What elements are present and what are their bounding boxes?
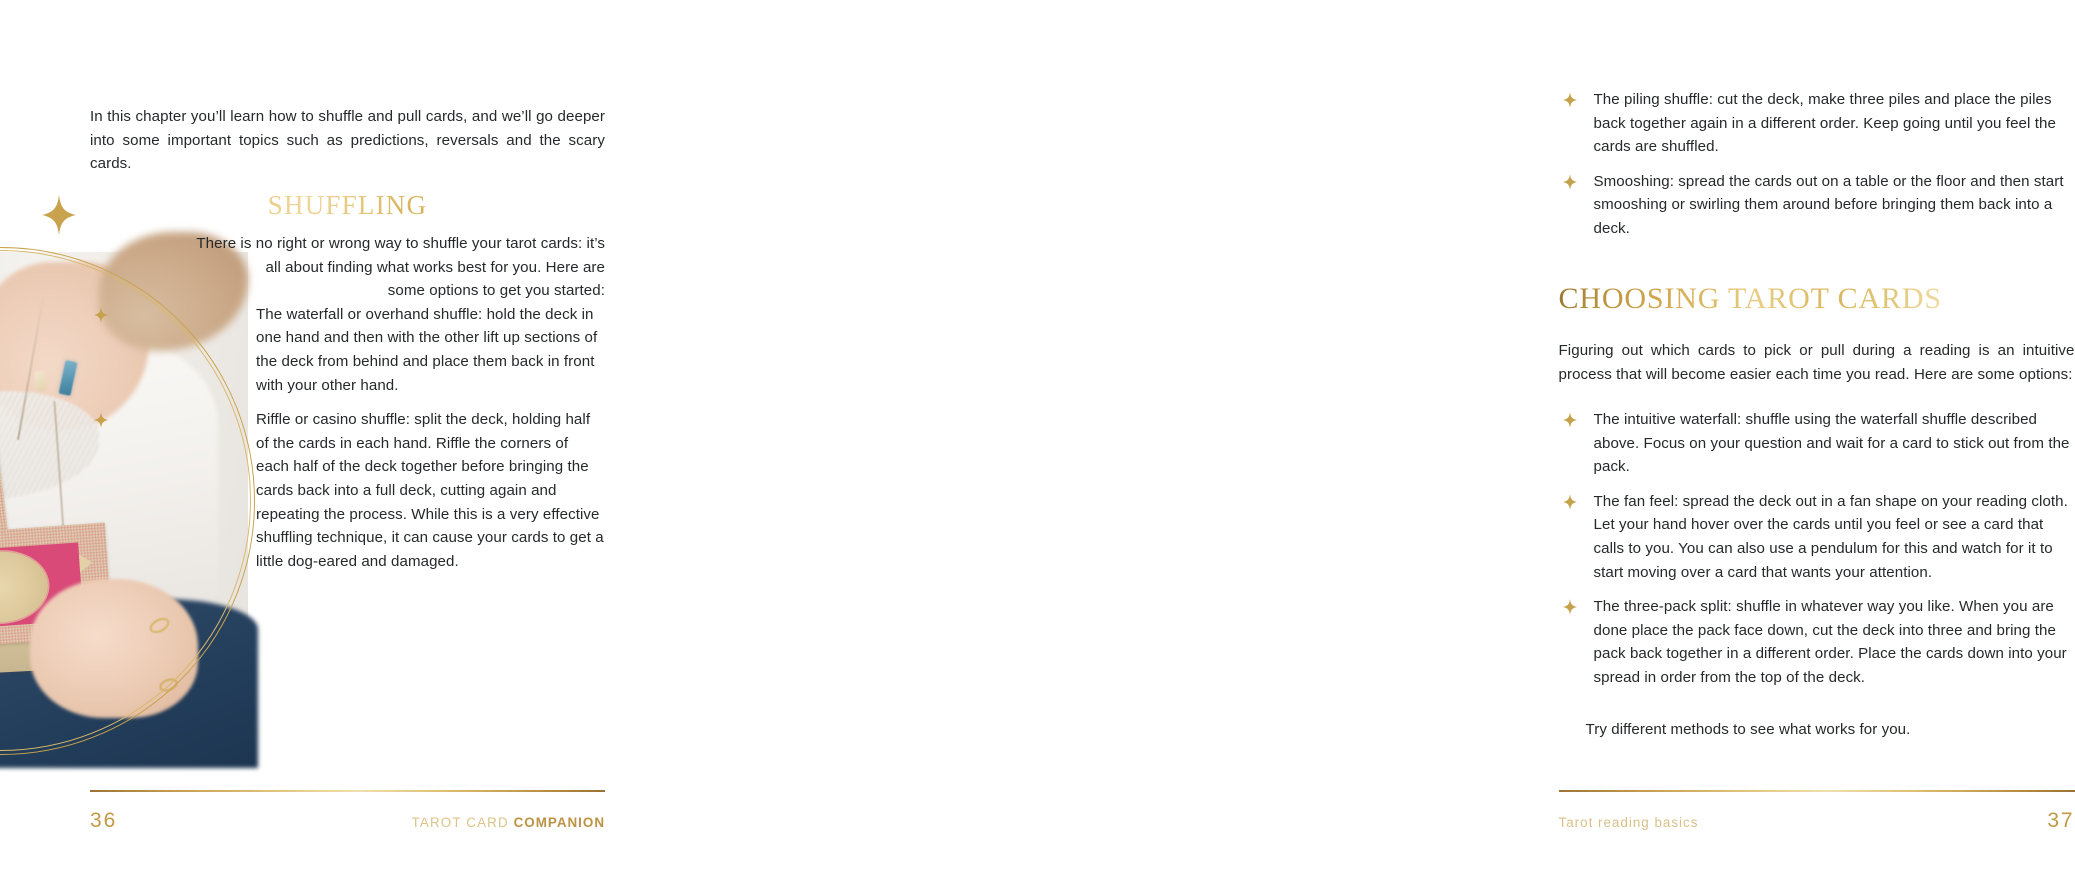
- footer-rule: [90, 790, 605, 792]
- list-item-text: Smooshing: spread the cards out on a table or the floor and then start smooshing or swirling them around before bringing them back into a deck.: [1593, 172, 2064, 237]
- list-item: [1559, 490, 2075, 584]
- closing-paragraph: Try different methods to see what works for you.: [1585, 721, 1911, 738]
- page-footer-left: [90, 790, 605, 834]
- page-footer-right: [1559, 790, 2075, 834]
- choosing-intro-paragraph: Figuring out which cards to pick or pull during a reading is an intuitive process that will become easier each time you read. Here are some options:: [1558, 342, 2075, 383]
- sparkle-star-icon: [94, 307, 108, 323]
- list-item: [90, 408, 605, 573]
- sparkle-star-icon: [1563, 412, 1577, 428]
- sparkle-star-icon: [1563, 92, 1577, 108]
- list-item: [1559, 170, 2075, 241]
- section-heading-shuffling: SHUFFLING: [90, 190, 605, 220]
- page-number: 37: [2047, 808, 2075, 832]
- page-left-36: [0, 0, 723, 892]
- list-item: [1559, 595, 2075, 689]
- running-head-strong: COMPANION: [513, 814, 605, 830]
- list-item: [90, 303, 605, 397]
- sparkle-star-ornament: [42, 195, 76, 235]
- list-item-text: The intuitive waterfall: shuffle using the waterfall shuffle described above. Focus on your question and wait for a card to stick out from the pack.: [1593, 411, 2070, 476]
- sparkle-star-icon: [94, 412, 108, 428]
- chapter-intro-paragraph: In this chapter you’ll learn how to shuffle and pull cards, and we’ll go deeper into some important topics such as predictions, reversals and the scary cards.: [90, 108, 605, 173]
- sparkle-star-icon: [1563, 174, 1577, 190]
- page-right-37: [723, 0, 2075, 892]
- sparkle-star-icon: [1563, 599, 1577, 615]
- section-heading-choosing-tarot-cards: CHOOSING TAROT CARDS: [1558, 282, 1942, 315]
- list-item-text: The piling shuffle: cut the deck, make three piles and place the piles back together again in a different order. Keep going until you feel the cards are shuffled.: [1593, 91, 2056, 156]
- running-head: Tarot reading basics: [1558, 814, 1699, 830]
- list-item-text: Riffle or casino shuffle: split the deck, holding half of the cards in each hand. Riffle the corners of each half of the deck together before bringing the cards back into a full deck, cutting again and repeating the process. While this is a very effective shuffling technique, it can cause your cards to get a little dog-eared and damaged.: [256, 411, 604, 570]
- closing-note: [1559, 718, 2075, 742]
- footer-rule: [1559, 790, 2075, 792]
- choosing-bullet-list: [1559, 408, 2075, 690]
- running-head-light: TAROT CARD: [411, 814, 514, 830]
- shuffling-bullet-list-continued: [1559, 88, 2075, 241]
- running-head: [412, 815, 605, 830]
- list-item-text: The waterfall or overhand shuffle: hold the deck in one hand and then with the other lift up sections of the deck from behind and place them back in front with your other hand.: [256, 305, 598, 394]
- list-item: [1559, 408, 2075, 479]
- shuffling-lead-paragraph: There is no right or wrong way to shuffle your tarot cards: it’s all about finding what works best for you. Here are some options to get you started:: [196, 235, 605, 300]
- shuffling-text-block: [90, 232, 605, 752]
- list-item-text: The three-pack split: shuffle in whatever way you like. When you are done place the pack face down, cut the deck into three and bring the pack back together in a different order. Place the cards down into your spread in order from the top of the deck.: [1593, 598, 2067, 686]
- list-item-text: The fan feel: spread the deck out in a fan shape on your reading cloth. Let your hand hover over the cards until you feel or see a card that calls to you. You can also use a pendulum for this and watch for it to start moving over a card that wants your attention.: [1593, 492, 2068, 581]
- sparkle-star-icon: [1563, 494, 1577, 510]
- page-number: 36: [90, 808, 118, 832]
- shuffling-bullet-list: [90, 303, 605, 574]
- list-item: [1559, 88, 2075, 159]
